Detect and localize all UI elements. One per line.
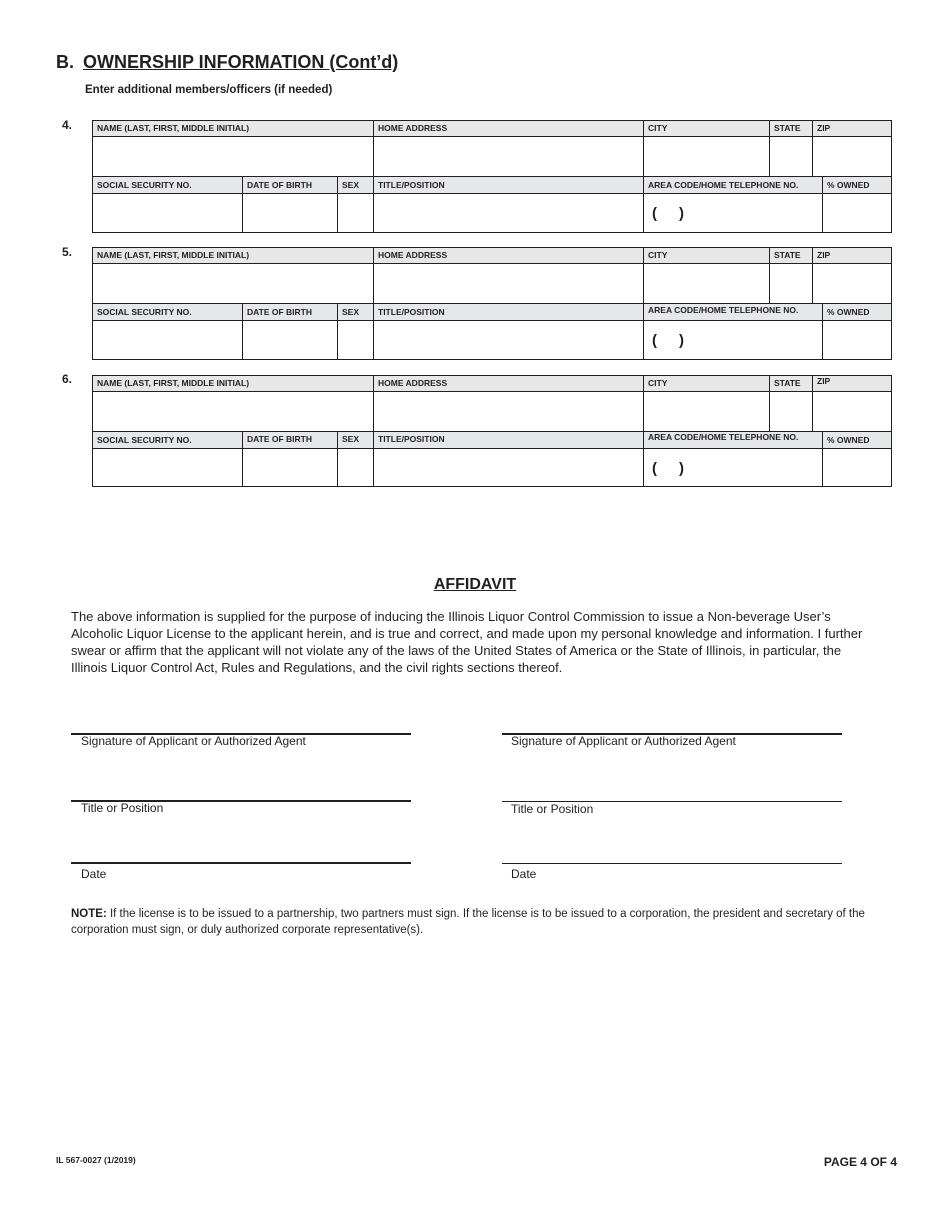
member-number: 5.	[62, 245, 73, 259]
zip-field[interactable]	[812, 263, 892, 304]
owned-header: % OWNED	[822, 431, 892, 449]
sex-field[interactable]	[337, 320, 374, 360]
state-field[interactable]	[769, 136, 813, 177]
date-label: Date	[511, 867, 537, 881]
phone-close-paren: )	[679, 460, 684, 477]
name-field[interactable]	[92, 391, 374, 432]
owned-field[interactable]	[822, 320, 892, 360]
sex-field[interactable]	[337, 193, 374, 233]
date-line[interactable]	[71, 862, 411, 864]
zip-header: ZIP	[812, 247, 892, 264]
section-title: OWNERSHIP INFORMATION (Cont’d)	[83, 52, 399, 72]
title-position-header: TITLE/POSITION	[373, 303, 644, 321]
title-position-field[interactable]	[373, 193, 644, 233]
city-header: CITY	[643, 247, 770, 264]
ssn-field[interactable]	[92, 193, 243, 233]
date-line[interactable]	[502, 863, 842, 864]
dob-header: DATE OF BIRTH	[242, 176, 338, 194]
ssn-header: SOCIAL SECURITY NO.	[92, 431, 243, 449]
title-label: Title or Position	[511, 802, 594, 816]
home-address-header: HOME ADDRESS	[373, 375, 644, 392]
member-number: 6.	[62, 372, 73, 386]
city-field[interactable]	[643, 263, 770, 304]
sex-header: SEX	[337, 176, 374, 194]
signature-label: Signature of Applicant or Authorized Agent	[511, 734, 736, 748]
sex-field[interactable]	[337, 448, 374, 487]
phone-open-paren: (	[652, 332, 657, 349]
phone-field[interactable]	[643, 320, 823, 360]
member-block-6	[92, 375, 892, 488]
owned-field[interactable]	[822, 193, 892, 233]
dob-field[interactable]	[242, 448, 338, 487]
home-address-field[interactable]	[373, 391, 644, 432]
city-header: CITY	[643, 120, 770, 137]
phone-close-paren: )	[679, 205, 684, 222]
page-number: PAGE 4 OF 4	[823, 1155, 897, 1169]
member-block-5	[92, 247, 892, 360]
sex-header: SEX	[337, 303, 374, 321]
phone-field[interactable]	[643, 448, 823, 487]
state-header: STATE	[769, 247, 813, 264]
city-field[interactable]	[643, 136, 770, 177]
owned-field[interactable]	[822, 448, 892, 487]
member-number: 4.	[62, 118, 73, 132]
form-number: IL 567-0027 (1/2019)	[56, 1155, 136, 1165]
state-field[interactable]	[769, 391, 813, 432]
member-block-4	[92, 120, 892, 233]
phone-open-paren: (	[652, 460, 657, 477]
phone-header: AREA CODE/HOME TELEPHONE NO.	[643, 303, 823, 321]
state-header: STATE	[769, 120, 813, 137]
title-position-header: TITLE/POSITION	[373, 431, 644, 449]
signature-label: Signature of Applicant or Authorized Agent	[81, 734, 306, 748]
phone-open-paren: (	[652, 205, 657, 222]
note-text: If the license is to be issued to a partnership, two partners must sign. If the license is to be issued to a corporation, the president and secretary of the corporation must sign, or duly authorized corporate representative(s).	[71, 908, 865, 936]
phone-header: AREA CODE/HOME TELEPHONE NO.	[643, 431, 823, 449]
dob-header: DATE OF BIRTH	[242, 303, 338, 321]
dob-field[interactable]	[242, 320, 338, 360]
home-address-field[interactable]	[373, 136, 644, 177]
phone-close-paren: )	[679, 332, 684, 349]
title-position-header: TITLE/POSITION	[373, 176, 644, 194]
ssn-field[interactable]	[92, 448, 243, 487]
title-position-field[interactable]	[373, 320, 644, 360]
owned-header: % OWNED	[822, 303, 892, 321]
title-position-field[interactable]	[373, 448, 644, 487]
section-letter: B.	[56, 52, 74, 72]
date-label: Date	[81, 867, 107, 881]
ssn-field[interactable]	[92, 320, 243, 360]
ssn-header: SOCIAL SECURITY NO.	[92, 303, 243, 321]
name-header: NAME (LAST, FIRST, MIDDLE INITIAL)	[92, 375, 374, 392]
note-label: NOTE:	[71, 908, 107, 920]
affidavit-title: AFFIDAVIT	[433, 576, 517, 593]
affidavit-body: The above information is supplied for the purpose of inducing the Illinois Liquor Control Commission to issue a Non-beverage User’s Alcoholic Liquor License to the applicant herein, and is true and correct, and made upon my personal knowledge and information. I further swear or affirm that the applicant will not violate any of the laws of the United States of America or the State of Illinois, in particular, the Illinois Liquor Control Act, Rules and Regulations, and the civil rights sections thereof.	[71, 609, 863, 675]
name-field[interactable]	[92, 263, 374, 304]
note	[71, 907, 871, 938]
name-header: NAME (LAST, FIRST, MIDDLE INITIAL)	[92, 120, 374, 137]
section-subtitle: Enter additional members/officers (if needed)	[85, 84, 333, 96]
city-field[interactable]	[643, 391, 770, 432]
home-address-header: HOME ADDRESS	[373, 120, 644, 137]
owned-header: % OWNED	[822, 176, 892, 194]
home-address-header: HOME ADDRESS	[373, 247, 644, 264]
zip-field[interactable]	[812, 136, 892, 177]
state-header: STATE	[769, 375, 813, 392]
ssn-header: SOCIAL SECURITY NO.	[92, 176, 243, 194]
name-header: NAME (LAST, FIRST, MIDDLE INITIAL)	[92, 247, 374, 264]
zip-header: ZIP	[812, 375, 892, 392]
zip-field[interactable]	[812, 391, 892, 432]
home-address-field[interactable]	[373, 263, 644, 304]
name-field[interactable]	[92, 136, 374, 177]
phone-header: AREA CODE/HOME TELEPHONE NO.	[643, 176, 823, 194]
sex-header: SEX	[337, 431, 374, 449]
zip-header: ZIP	[812, 120, 892, 137]
dob-header: DATE OF BIRTH	[242, 431, 338, 449]
dob-field[interactable]	[242, 193, 338, 233]
state-field[interactable]	[769, 263, 813, 304]
title-label: Title or Position	[81, 801, 164, 815]
city-header: CITY	[643, 375, 770, 392]
phone-field[interactable]	[643, 193, 823, 233]
